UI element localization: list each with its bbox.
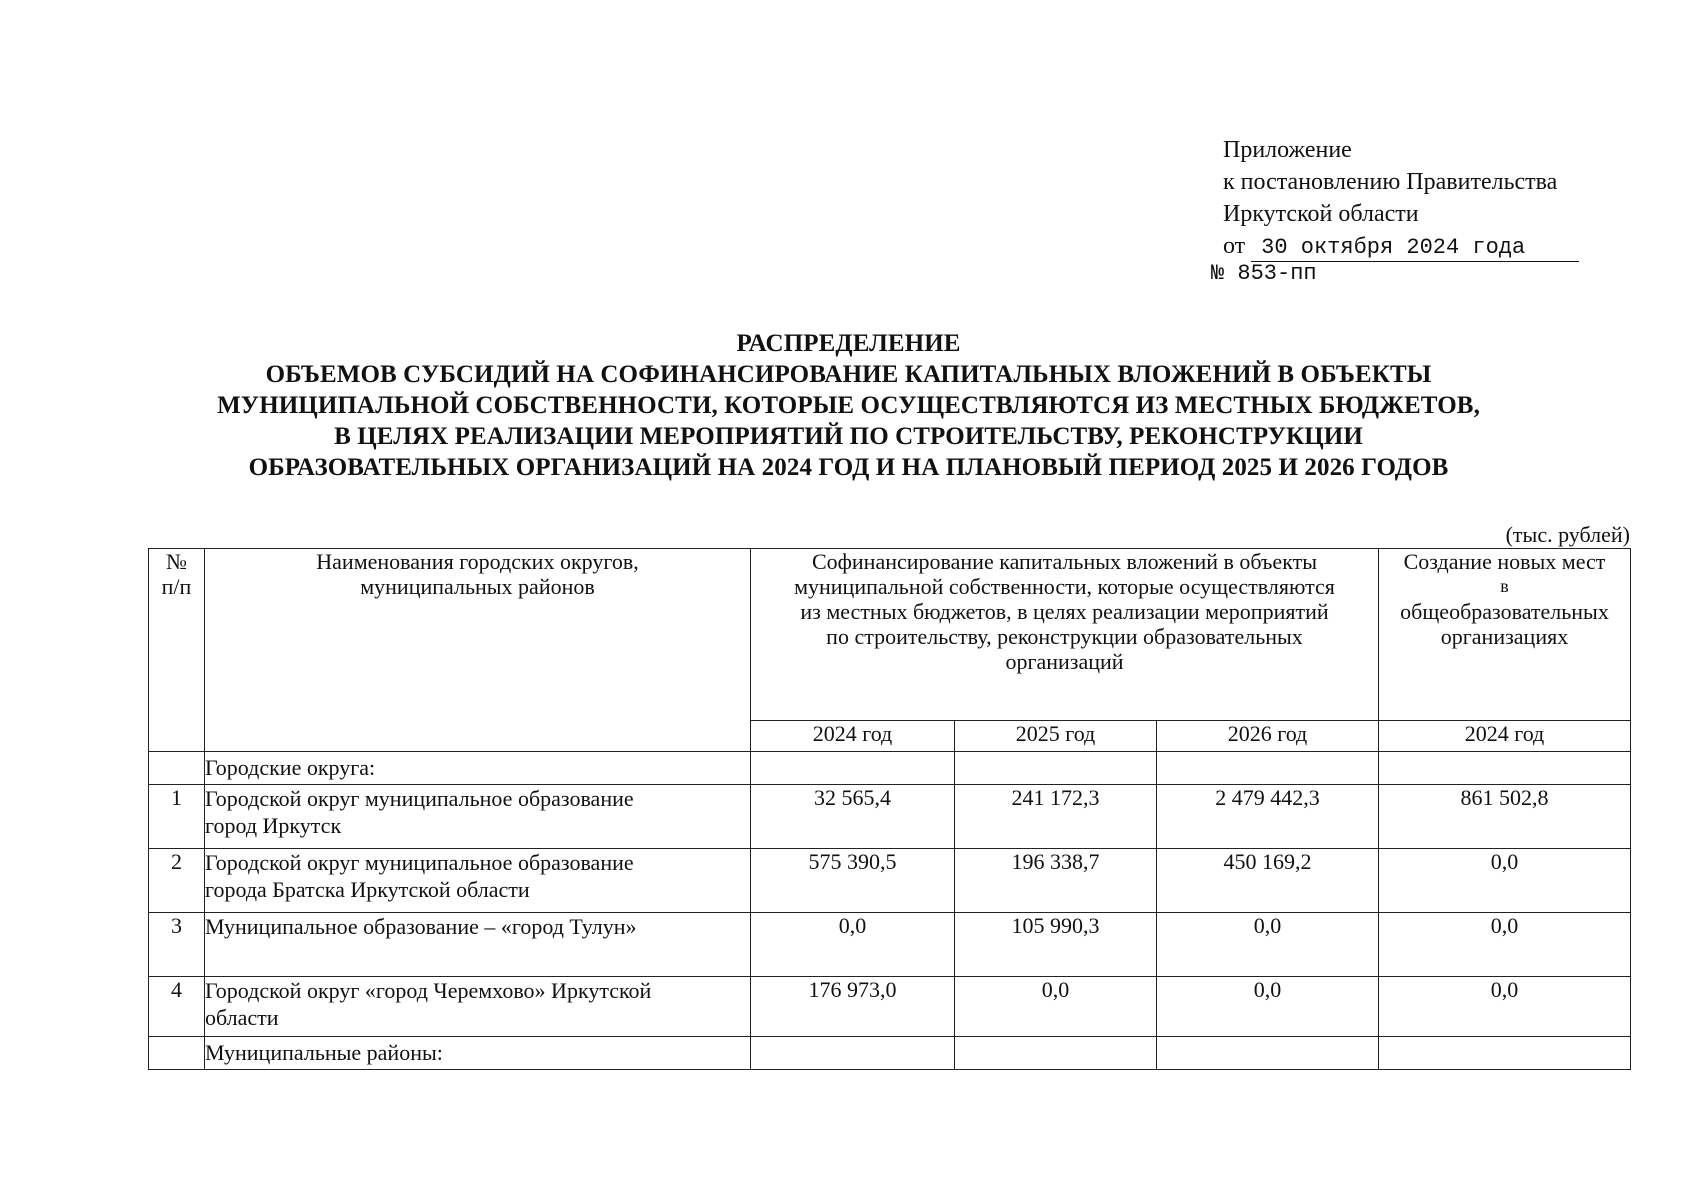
row-name: Городской округ муниципальное образование город Иркутск [205, 785, 751, 849]
col-header-name: Наименования городских округов, муниципальных районов [205, 549, 751, 752]
row-value-2026: 450 169,2 [1157, 849, 1379, 913]
row-number: 2 [149, 849, 205, 913]
appendix-date: 30 октября 2024 года [1251, 235, 1579, 262]
row-number: 3 [149, 913, 205, 977]
row-value-2024: 0,0 [751, 913, 955, 977]
table-row [149, 913, 1631, 977]
row-value-new-2024: 0,0 [1379, 913, 1631, 977]
row-value-2026: 2 479 442,3 [1157, 785, 1379, 849]
row-number: 1 [149, 785, 205, 849]
appendix-region: Иркутской области [1223, 201, 1419, 227]
row-name: Муниципальное образование – «город Тулун» [205, 913, 751, 977]
col-header-new-places: Создание новых мест в общеобразовательных организациях [1379, 549, 1631, 721]
section-label-urban: Городские округа: [205, 752, 751, 785]
appendix-title: Приложение [1223, 137, 1352, 163]
col-header-2026: 2026 год [1157, 721, 1379, 752]
row-value-2024: 32 565,4 [751, 785, 955, 849]
row-value-new-2024: 0,0 [1379, 977, 1631, 1037]
subsidy-table [148, 548, 1631, 1070]
appendix-date-line [1223, 230, 1579, 262]
appendix-block [1211, 134, 1579, 290]
row-number: 4 [149, 977, 205, 1037]
title-line-2: ОБЪЕМОВ СУБСИДИЙ НА СОФИНАНСИРОВАНИЕ КАПИТАЛЬНЫХ ВЛОЖЕНИЙ В ОБЪЕКТЫ [265, 361, 1432, 388]
row-value-2026: 0,0 [1157, 977, 1379, 1037]
row-value-2026: 0,0 [1157, 913, 1379, 977]
row-value-2025: 196 338,7 [955, 849, 1157, 913]
row-value-2025: 0,0 [955, 977, 1157, 1037]
col-header-number: № п/п [149, 549, 205, 752]
row-name: Городской округ муниципальное образование города Братска Иркутской области [205, 849, 751, 913]
col-header-new-2024: 2024 год [1379, 721, 1631, 752]
row-value-2025: 241 172,3 [955, 785, 1157, 849]
section-row-rural [149, 1037, 1631, 1070]
row-value-new-2024: 0,0 [1379, 849, 1631, 913]
row-value-2025: 105 990,3 [955, 913, 1157, 977]
row-value-2024: 575 390,5 [751, 849, 955, 913]
row-value-new-2024: 861 502,8 [1379, 785, 1631, 849]
title-line-4: В ЦЕЛЯХ РЕАЛИЗАЦИИ МЕРОПРИЯТИЙ ПО СТРОИТЕЛЬСТВУ, РЕКОНСТРУКЦИИ [334, 423, 1363, 450]
col-header-2024: 2024 год [751, 721, 955, 752]
title-line-3: МУНИЦИПАЛЬНОЙ СОБСТВЕННОСТИ, КОТОРЫЕ ОСУЩЕСТВЛЯЮТСЯ ИЗ МЕСТНЫХ БЮДЖЕТОВ, [217, 392, 1480, 419]
section-row-urban [149, 752, 1631, 785]
title-line-1: РАСПРЕДЕЛЕНИЕ [736, 330, 961, 357]
row-name: Городской округ «город Черемхово» Иркутской области [205, 977, 751, 1037]
unit-label: (тыс. рублей) [1505, 522, 1630, 547]
row-value-2024: 176 973,0 [751, 977, 955, 1037]
table-row [149, 849, 1631, 913]
appendix-number: № 853-пп [1211, 261, 1317, 286]
appendix-from-prefix: от [1223, 233, 1246, 259]
table-row [149, 785, 1631, 849]
document-title [100, 328, 1597, 483]
appendix-resolution: к постановлению Правительства [1223, 169, 1558, 195]
col-header-cofinancing: Софинансирование капитальных вложений в объекты муниципальной собственности, которые осуществляются из местных бюджетов, в целях реализации мероприятий по строительству, реконструкции образовательных организаций [751, 549, 1379, 721]
col-header-2025: 2025 год [955, 721, 1157, 752]
table-row [149, 977, 1631, 1037]
title-line-5: ОБРАЗОВАТЕЛЬНЫХ ОРГАНИЗАЦИЙ НА 2024 ГОД И НА ПЛАНОВЫЙ ПЕРИОД 2025 И 2026 ГОДОВ [248, 454, 1449, 481]
section-label-rural: Муниципальные районы: [205, 1037, 751, 1070]
table-header-row [149, 549, 1631, 721]
